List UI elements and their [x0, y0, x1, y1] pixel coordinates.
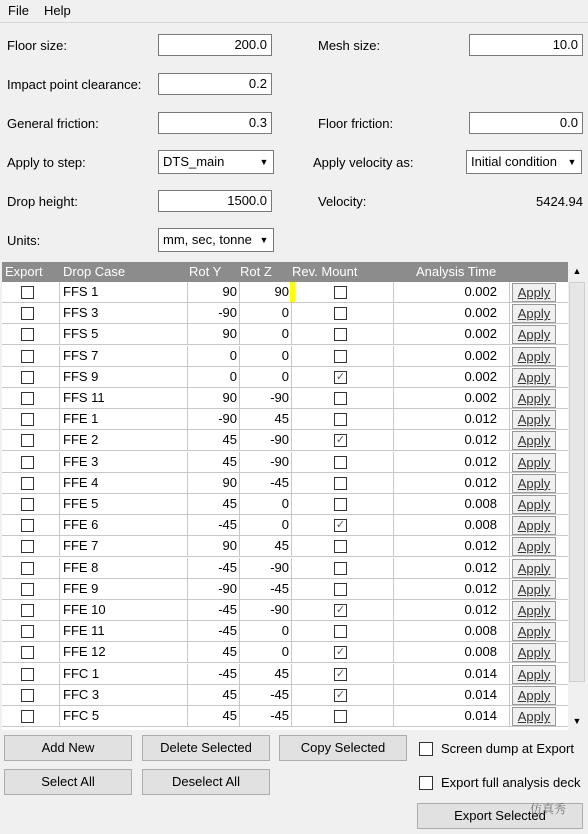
- header-rev-mount: Rev. Mount: [292, 264, 358, 279]
- rev-mount-cell: [292, 685, 394, 705]
- menu-file[interactable]: File: [8, 3, 29, 18]
- general-friction-input[interactable]: 0.3: [158, 112, 272, 134]
- rev-mount-cell: [292, 473, 394, 493]
- export-checkbox[interactable]: [21, 562, 34, 575]
- rot-y-cell[interactable]: 90: [188, 536, 240, 556]
- mesh-size-input[interactable]: 10.0: [469, 34, 583, 56]
- rot-y-cell[interactable]: 90: [188, 282, 240, 302]
- export-cell: [2, 388, 60, 408]
- table-row: [2, 536, 568, 557]
- apply-button[interactable]: Apply: [512, 686, 556, 705]
- rev-mount-checkbox[interactable]: [334, 307, 347, 320]
- rot-z-cell[interactable]: 0: [240, 324, 292, 344]
- table-row: [2, 494, 568, 515]
- floor-size-label: Floor size:: [7, 38, 67, 53]
- scrollbar-thumb[interactable]: [569, 282, 585, 682]
- rot-z-cell[interactable]: 0: [240, 494, 292, 514]
- drop-case-cell[interactable]: FFE 12: [60, 642, 188, 662]
- export-cell: [2, 452, 60, 472]
- rev-mount-checkbox[interactable]: [334, 350, 347, 363]
- apply-button[interactable]: Apply: [512, 431, 556, 450]
- rev-mount-cell: [292, 494, 394, 514]
- export-cell: [2, 430, 60, 450]
- rev-mount-checkbox[interactable]: ✓: [335, 519, 346, 532]
- rev-mount-cell: [292, 664, 394, 684]
- rev-mount-checkbox[interactable]: ✓: [335, 604, 346, 616]
- table-row: [2, 452, 568, 473]
- apply-button[interactable]: Apply: [512, 559, 556, 578]
- drop-case-cell[interactable]: FFE 11: [60, 621, 188, 641]
- chevron-down-icon[interactable]: ▼: [259, 157, 269, 167]
- export-checkbox[interactable]: [21, 477, 34, 490]
- table-row: [2, 430, 568, 451]
- rev-mount-cell: [292, 579, 394, 599]
- rot-y-cell[interactable]: 45: [188, 452, 240, 472]
- table-row: [2, 685, 568, 706]
- export-cell: [2, 579, 60, 599]
- rev-mount-cell: [292, 600, 394, 620]
- rot-z-cell[interactable]: 45: [240, 664, 292, 684]
- apply-button[interactable]: Apply: [512, 643, 556, 662]
- export-checkbox[interactable]: [21, 392, 34, 405]
- analysis-time-cell[interactable]: 0.014: [394, 706, 510, 726]
- analysis-time-cell[interactable]: 0.002: [394, 388, 510, 408]
- rev-mount-checkbox[interactable]: ✓: [335, 667, 346, 680]
- rot-z-cell[interactable]: 90: [240, 282, 292, 302]
- rev-mount-cell: [292, 430, 394, 450]
- analysis-time-cell[interactable]: 0.014: [394, 664, 510, 684]
- analysis-time-cell[interactable]: 0.012: [394, 452, 510, 472]
- drop-case-cell[interactable]: FFC 3: [60, 685, 188, 705]
- export-cell: [2, 515, 60, 535]
- table-row: [2, 282, 568, 303]
- table-row: [2, 303, 568, 324]
- table-row: [2, 558, 568, 579]
- drop-case-cell[interactable]: FFE 4: [60, 473, 188, 493]
- deselect-all-button[interactable]: Deselect All: [142, 769, 270, 795]
- drop-case-cell[interactable]: FFE 3: [60, 452, 188, 472]
- rev-mount-cell: [292, 536, 394, 556]
- analysis-time-cell[interactable]: 0.002: [394, 324, 510, 344]
- rev-mount-cell: [292, 303, 394, 323]
- export-checkbox[interactable]: [21, 689, 34, 702]
- apply-button[interactable]: Apply: [512, 580, 556, 599]
- drop-case-cell[interactable]: FFE 5: [60, 494, 188, 514]
- drop-case-cell[interactable]: FFE 8: [60, 558, 188, 578]
- analysis-time-cell[interactable]: 0.012: [394, 473, 510, 493]
- apply-button[interactable]: Apply: [512, 516, 556, 535]
- apply-button[interactable]: Apply: [512, 622, 556, 641]
- export-cell: [2, 409, 60, 429]
- export-cell: [2, 536, 60, 556]
- analysis-time-cell[interactable]: 0.012: [394, 600, 510, 620]
- apply-button[interactable]: Apply: [512, 495, 556, 514]
- apply-button[interactable]: Apply: [512, 537, 556, 556]
- apply-button[interactable]: Apply: [512, 410, 556, 429]
- export-cell: [2, 706, 60, 726]
- analysis-time-cell[interactable]: 0.002: [394, 303, 510, 323]
- analysis-time-cell[interactable]: 0.012: [394, 536, 510, 556]
- table-row: [2, 346, 568, 367]
- table-row: [2, 706, 568, 727]
- screen-dump-label: Screen dump at Export: [441, 741, 574, 756]
- apply-to-step-label: Apply to step:: [7, 155, 86, 170]
- delete-selected-button[interactable]: Delete Selected: [142, 735, 270, 761]
- rot-y-cell[interactable]: -45: [188, 515, 240, 535]
- drop-height-input[interactable]: 1500.0: [158, 190, 272, 212]
- rot-z-cell[interactable]: -90: [240, 452, 292, 472]
- apply-to-step-select[interactable]: [158, 150, 274, 174]
- rev-mount-cell: [292, 515, 394, 535]
- floor-friction-input[interactable]: 0.0: [469, 112, 583, 134]
- rot-z-cell[interactable]: 45: [240, 409, 292, 429]
- rot-y-cell[interactable]: 90: [188, 324, 240, 344]
- rot-z-cell[interactable]: 0: [240, 303, 292, 323]
- apply-button[interactable]: Apply: [512, 304, 556, 323]
- rot-z-cell[interactable]: 0: [240, 642, 292, 662]
- rev-mount-checkbox[interactable]: [334, 477, 347, 490]
- export-checkbox[interactable]: [21, 328, 34, 341]
- drop-case-cell[interactable]: FFE 1: [60, 409, 188, 429]
- chevron-down-icon[interactable]: ▼: [567, 157, 577, 167]
- rot-y-cell[interactable]: 45: [188, 642, 240, 662]
- table-row: [2, 664, 568, 685]
- rev-mount-cell: [292, 367, 394, 387]
- analysis-time-cell[interactable]: 0.014: [394, 685, 510, 705]
- table-row: [2, 621, 568, 642]
- export-cell: [2, 494, 60, 514]
- analysis-time-cell[interactable]: 0.012: [394, 558, 510, 578]
- apply-button[interactable]: Apply: [512, 474, 556, 493]
- rot-z-cell[interactable]: -90: [240, 600, 292, 620]
- rot-y-cell[interactable]: -90: [188, 579, 240, 599]
- chevron-down-icon[interactable]: ▼: [259, 235, 269, 245]
- rot-y-cell[interactable]: 45: [188, 685, 240, 705]
- analysis-time-cell[interactable]: 0.008: [394, 515, 510, 535]
- rot-z-cell[interactable]: 0: [240, 515, 292, 535]
- export-cell: [2, 642, 60, 662]
- rot-y-cell[interactable]: 90: [188, 473, 240, 493]
- rev-mount-checkbox[interactable]: ✓: [335, 688, 346, 701]
- menu-help[interactable]: Help: [44, 3, 71, 18]
- export-cell: [2, 324, 60, 344]
- table-header: [2, 262, 568, 282]
- export-checkbox[interactable]: [21, 413, 34, 426]
- export-cell: [2, 600, 60, 620]
- rev-mount-checkbox[interactable]: [334, 286, 347, 299]
- table-scrollbar[interactable]: [568, 262, 586, 730]
- export-checkbox[interactable]: [21, 583, 34, 596]
- table-row: [2, 473, 568, 494]
- rot-y-cell[interactable]: 0: [188, 346, 240, 366]
- rev-mount-checkbox[interactable]: [334, 456, 347, 469]
- export-cell: [2, 685, 60, 705]
- rev-mount-cell: [292, 558, 394, 578]
- apply-to-step-value: DTS_main: [163, 154, 225, 169]
- rot-z-cell[interactable]: 0: [240, 367, 292, 387]
- rev-mount-cell: [292, 324, 394, 344]
- rev-mount-cell: [292, 642, 394, 662]
- rot-y-cell[interactable]: 45: [188, 706, 240, 726]
- export-full-label: Export full analysis deck: [441, 775, 581, 790]
- table-row: [2, 579, 568, 600]
- rot-y-cell[interactable]: -90: [188, 303, 240, 323]
- rev-mount-cell: [292, 706, 394, 726]
- screen-dump-checkbox[interactable]: [419, 742, 433, 756]
- apply-button[interactable]: Apply: [512, 665, 556, 684]
- export-checkbox[interactable]: [21, 540, 34, 553]
- impact-clearance-label: Impact point clearance:: [7, 77, 142, 92]
- export-cell: [2, 346, 60, 366]
- export-checkbox[interactable]: [21, 286, 34, 299]
- export-full-checkbox[interactable]: [419, 776, 433, 790]
- export-cell: [2, 621, 60, 641]
- rot-z-cell[interactable]: -45: [240, 579, 292, 599]
- rev-mount-cell: [292, 282, 394, 302]
- rev-mount-checkbox[interactable]: [334, 328, 347, 341]
- rot-z-cell[interactable]: 0: [240, 346, 292, 366]
- rot-z-cell[interactable]: -90: [240, 558, 292, 578]
- export-checkbox[interactable]: [21, 625, 34, 638]
- rot-y-cell[interactable]: -45: [188, 621, 240, 641]
- rev-mount-checkbox[interactable]: ✓: [335, 434, 346, 447]
- header-export: Export: [5, 264, 43, 279]
- watermark-logo: 仿真秀: [530, 802, 567, 816]
- drop-case-cell[interactable]: FFS 5: [60, 324, 188, 344]
- export-checkbox[interactable]: [21, 456, 34, 469]
- general-friction-label: General friction:: [7, 116, 99, 131]
- analysis-time-cell[interactable]: 0.012: [394, 430, 510, 450]
- analysis-time-cell[interactable]: 0.012: [394, 409, 510, 429]
- export-cell: [2, 367, 60, 387]
- rot-y-cell[interactable]: -45: [188, 664, 240, 684]
- export-checkbox[interactable]: [21, 710, 34, 723]
- apply-button[interactable]: Apply: [512, 389, 556, 408]
- export-checkbox[interactable]: [21, 371, 34, 384]
- drop-height-label: Drop height:: [7, 194, 78, 209]
- drop-case-cell[interactable]: FFE 9: [60, 579, 188, 599]
- export-selected-button[interactable]: Export Selected: [417, 803, 583, 829]
- rev-mount-checkbox[interactable]: [334, 413, 347, 426]
- drop-case-cell[interactable]: FFC 1: [60, 664, 188, 684]
- export-cell: [2, 664, 60, 684]
- add-new-button[interactable]: Add New: [4, 735, 132, 761]
- header-drop-case: Drop Case: [63, 264, 126, 279]
- rev-mount-checkbox[interactable]: [334, 710, 347, 723]
- mesh-size-label: Mesh size:: [318, 38, 381, 53]
- analysis-time-cell[interactable]: 0.002: [394, 346, 510, 366]
- apply-button[interactable]: Apply: [512, 368, 556, 387]
- table-row: [2, 642, 568, 663]
- units-select[interactable]: [158, 228, 274, 252]
- analysis-time-cell[interactable]: 0.008: [394, 621, 510, 641]
- table-row: [2, 600, 568, 621]
- export-checkbox[interactable]: [21, 668, 34, 681]
- apply-button[interactable]: Apply: [512, 707, 556, 726]
- table-row: [2, 324, 568, 345]
- rot-z-cell[interactable]: -90: [240, 430, 292, 450]
- select-all-button[interactable]: Select All: [4, 769, 132, 795]
- drop-case-table: [2, 262, 568, 730]
- scroll-down-icon[interactable]: ▼: [572, 716, 582, 726]
- export-checkbox[interactable]: [21, 307, 34, 320]
- rot-z-cell[interactable]: 45: [240, 536, 292, 556]
- units-label: Units:: [7, 233, 41, 248]
- apply-button[interactable]: Apply: [512, 453, 556, 472]
- table-row: [2, 515, 568, 536]
- rot-y-cell[interactable]: -45: [188, 600, 240, 620]
- apply-button[interactable]: Apply: [512, 325, 556, 344]
- rot-y-cell[interactable]: -90: [188, 409, 240, 429]
- rot-z-cell[interactable]: -45: [240, 685, 292, 705]
- table-row: [2, 388, 568, 409]
- floor-size-input[interactable]: 200.0: [158, 34, 272, 56]
- export-cell: [2, 303, 60, 323]
- drop-case-cell[interactable]: FFS 11: [60, 388, 188, 408]
- export-cell: [2, 558, 60, 578]
- analysis-time-cell[interactable]: 0.008: [394, 642, 510, 662]
- rot-z-cell[interactable]: -45: [240, 706, 292, 726]
- export-checkbox[interactable]: [21, 604, 34, 617]
- export-checkbox[interactable]: [21, 434, 34, 447]
- apply-velocity-label: Apply velocity as:: [313, 155, 414, 170]
- drop-case-cell[interactable]: FFS 9: [60, 367, 188, 387]
- rev-mount-cell: [292, 452, 394, 472]
- rev-mount-checkbox[interactable]: ✓: [335, 646, 346, 659]
- rev-mount-checkbox[interactable]: [334, 625, 347, 638]
- drop-case-cell[interactable]: FFE 7: [60, 536, 188, 556]
- apply-velocity-select[interactable]: [466, 150, 582, 174]
- rot-y-cell[interactable]: 90: [188, 388, 240, 408]
- drop-case-cell[interactable]: FFE 2: [60, 430, 188, 450]
- drop-case-cell[interactable]: FFS 7: [60, 346, 188, 366]
- rev-mount-checkbox[interactable]: ✓: [335, 370, 346, 383]
- rev-mount-cell: [292, 621, 394, 641]
- rot-y-cell[interactable]: 45: [188, 494, 240, 514]
- analysis-time-cell[interactable]: 0.008: [394, 494, 510, 514]
- export-cell: [2, 473, 60, 493]
- impact-clearance-input[interactable]: 0.2: [158, 73, 272, 95]
- rot-y-cell[interactable]: 0: [188, 367, 240, 387]
- export-checkbox[interactable]: [21, 519, 34, 532]
- rev-mount-checkbox[interactable]: [334, 392, 347, 405]
- header-analysis-time: Analysis Time: [416, 264, 497, 279]
- units-value: mm, sec, tonne: [163, 232, 252, 247]
- drop-case-cell[interactable]: FFC 5: [60, 706, 188, 726]
- apply-button[interactable]: Apply: [512, 283, 556, 302]
- export-checkbox[interactable]: [21, 646, 34, 659]
- table-row: [2, 409, 568, 430]
- menu-bar: [0, 0, 588, 23]
- drop-case-cell[interactable]: FFE 6: [60, 515, 188, 535]
- analysis-time-cell[interactable]: 0.002: [394, 282, 510, 302]
- rev-mount-checkbox[interactable]: [334, 540, 347, 553]
- velocity-label: Velocity:: [318, 194, 367, 209]
- drop-case-cell[interactable]: FFS 1: [60, 282, 188, 302]
- apply-velocity-value: Initial condition: [471, 154, 557, 169]
- rot-z-cell[interactable]: -45: [240, 473, 292, 493]
- drop-case-cell[interactable]: FFE 10: [60, 600, 188, 620]
- rev-mount-checkbox[interactable]: [334, 498, 347, 511]
- rot-z-cell[interactable]: -90: [240, 388, 292, 408]
- analysis-time-cell[interactable]: 0.002: [394, 367, 510, 387]
- rot-y-cell[interactable]: 45: [188, 430, 240, 450]
- scroll-up-icon[interactable]: ▲: [572, 266, 582, 276]
- rev-mount-cell: [292, 388, 394, 408]
- table-row: [2, 367, 568, 388]
- export-checkbox[interactable]: [21, 498, 34, 511]
- drop-case-cell[interactable]: FFS 3: [60, 303, 188, 323]
- header-rot-y: Rot Y: [189, 264, 222, 279]
- export-checkbox[interactable]: [21, 350, 34, 363]
- apply-button[interactable]: Apply: [512, 601, 556, 620]
- rev-mount-checkbox[interactable]: [334, 562, 347, 575]
- rot-y-cell[interactable]: -45: [188, 558, 240, 578]
- rev-mount-cell: [292, 409, 394, 429]
- rev-mount-cell: [292, 346, 394, 366]
- rev-mount-checkbox[interactable]: [334, 583, 347, 596]
- analysis-time-cell[interactable]: 0.012: [394, 579, 510, 599]
- header-rot-z: Rot Z: [240, 264, 272, 279]
- apply-button[interactable]: Apply: [512, 347, 556, 366]
- floor-friction-label: Floor friction:: [318, 116, 394, 131]
- export-cell: [2, 282, 60, 302]
- velocity-value: 5424.94: [536, 194, 583, 209]
- copy-selected-button[interactable]: Copy Selected: [279, 735, 407, 761]
- rot-z-cell[interactable]: 0: [240, 621, 292, 641]
